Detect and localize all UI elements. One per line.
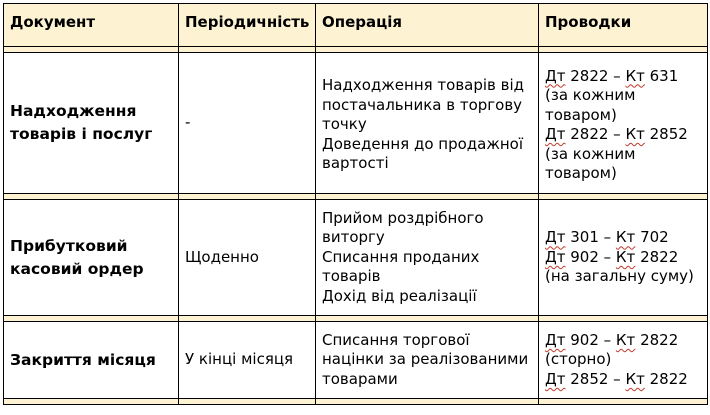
periodicity-text: У кінці місяця	[185, 350, 294, 369]
entry-line: Дт 2822 – Кт 631	[545, 66, 679, 85]
table-row	[4, 200, 708, 316]
periodicity-cell	[179, 53, 316, 194]
document-cell	[4, 200, 179, 316]
separator-cell	[4, 399, 179, 405]
operation-line: Доведення до продажної	[322, 134, 524, 153]
credit-mark: Кт	[625, 66, 645, 85]
row-separator	[4, 399, 708, 405]
entries-cell	[539, 322, 708, 399]
accounting-entries-table	[3, 3, 708, 405]
credit-mark: Кт	[615, 228, 636, 247]
credit-mark: Кт	[625, 369, 645, 388]
operation-cell	[316, 200, 539, 316]
operation-line: виторгу	[322, 228, 385, 247]
entry-line: Дт 301 – Кт 702	[545, 228, 669, 247]
debit-mark: Дт	[545, 228, 566, 247]
separator-cell	[539, 399, 708, 405]
operation-line: точку	[322, 115, 367, 134]
entry-note: (на загальну суму)	[545, 267, 694, 286]
periodicity-text: -	[185, 113, 191, 132]
document-name-line: Прибутковий	[10, 236, 128, 255]
debit-mark: Дт	[545, 66, 566, 85]
operation-line: Списання торгової	[322, 330, 470, 349]
operation-line: вартості	[322, 154, 389, 173]
entry-note: товаром)	[545, 105, 617, 124]
entry-note: (за кожним	[545, 144, 636, 163]
entry-note: товаром)	[545, 164, 617, 182]
operation-line: постачальника в торгову	[322, 95, 523, 114]
entry-note: (за кожним	[545, 86, 636, 104]
operation-line: Дохід від реалізації	[322, 286, 477, 305]
credit-mark: Кт	[615, 247, 636, 266]
header-row	[4, 4, 708, 47]
debit-mark: Дт	[545, 125, 566, 143]
credit-mark: Кт	[615, 330, 636, 349]
entry-note: (сторно)	[545, 350, 612, 369]
operation-line: Прийом роздрібного	[322, 208, 484, 227]
separator-cell	[316, 399, 539, 405]
document-cell	[4, 53, 179, 194]
document-name-line: Надходження	[10, 102, 137, 120]
entry-line: Дт 902 – Кт 2822	[545, 247, 679, 266]
header-periodicity: Періодичність	[179, 4, 316, 47]
debit-mark: Дт	[545, 247, 566, 266]
document-cell	[4, 322, 179, 399]
document-name-line: касовий ордер	[10, 259, 144, 278]
periodicity-text: Щоденно	[185, 247, 259, 266]
table-row	[4, 53, 708, 194]
operation-line: Списання проданих	[322, 247, 480, 266]
entries-cell	[539, 200, 708, 316]
table-row	[4, 322, 708, 399]
periodicity-cell	[179, 200, 316, 316]
operation-cell	[316, 53, 539, 194]
header-document: Документ	[4, 4, 179, 47]
debit-mark: Дт	[545, 330, 566, 349]
operation-line: товарами	[322, 369, 398, 388]
entry-line: Дт 902 – Кт 2822	[545, 330, 679, 349]
table-body	[4, 4, 708, 405]
entries-cell	[539, 53, 708, 194]
document-name-line: товарів і послуг	[10, 125, 153, 143]
operation-cell	[316, 322, 539, 399]
operation-line: товарів	[322, 267, 381, 286]
document-name-line: Закриття місяця	[10, 350, 156, 369]
entry-line: Дт 2822 – Кт 2852	[545, 125, 688, 143]
header-operation: Операція	[316, 4, 539, 47]
debit-mark: Дт	[545, 369, 566, 388]
header-entries: Проводки	[539, 4, 708, 47]
operation-line: націнки за реалізованими	[322, 350, 529, 369]
periodicity-cell	[179, 322, 316, 399]
operation-line: Надходження товарів від	[322, 76, 525, 95]
entry-line: Дт 2852 – Кт 2822	[545, 369, 688, 388]
credit-mark: Кт	[625, 125, 645, 143]
separator-cell	[179, 399, 316, 405]
